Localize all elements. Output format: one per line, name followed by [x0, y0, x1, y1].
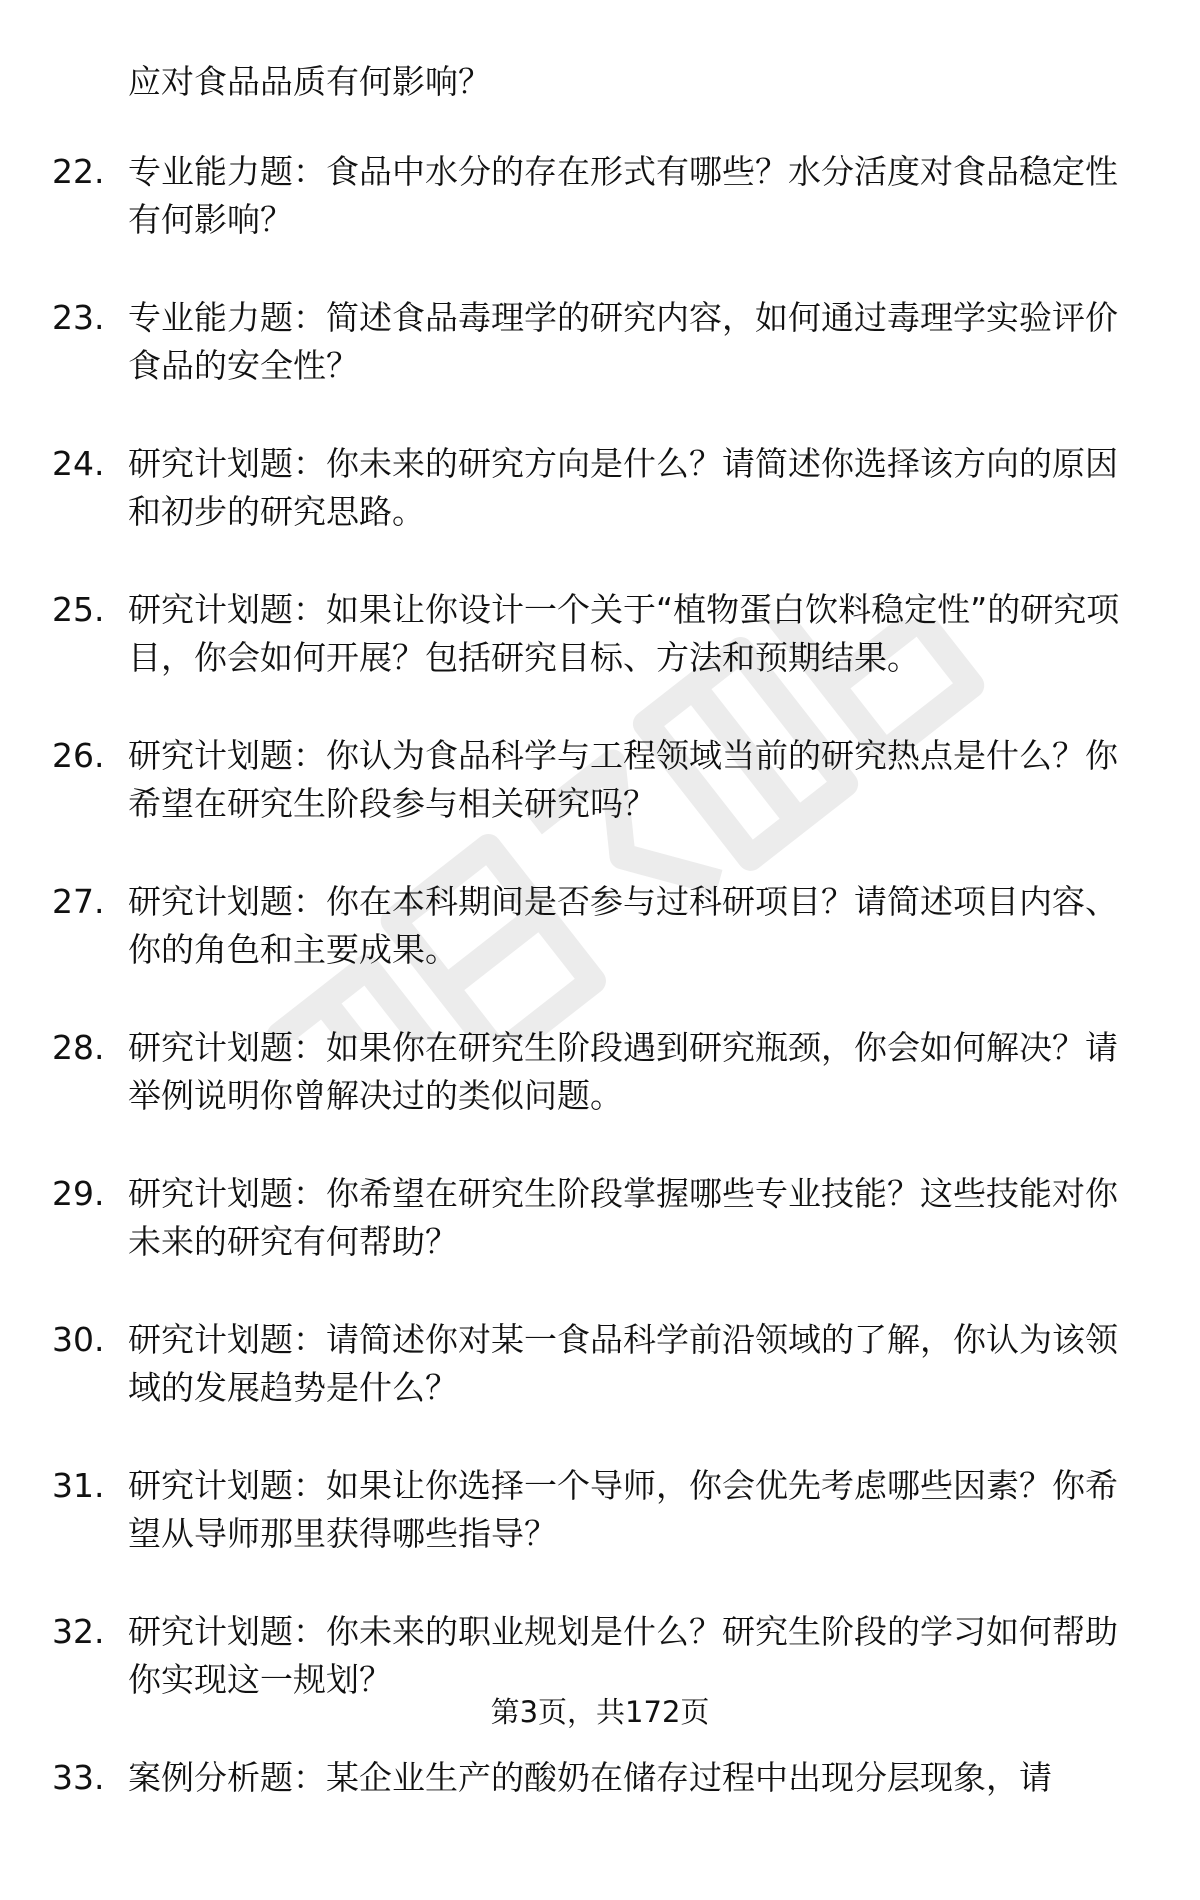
question-item	[0, 1462, 1200, 1608]
question-number: 25.	[52, 590, 105, 629]
question-text: 研究计划题：你在本科期间是否参与过科研项目？请简述项目内容、你的角色和主要成果。	[128, 882, 1118, 969]
page-footer: 第3页，共172页	[490, 1695, 710, 1729]
question-number: 26.	[52, 736, 105, 775]
question-text: 专业能力题：简述食品毒理学的研究内容，如何通过毒理学实验评价食品的安全性？	[128, 298, 1118, 385]
question-item	[0, 1316, 1200, 1462]
question-text: 研究计划题：如果让你选择一个导师，你会优先考虑哪些因素？你希望从导师那里获得哪些指导？	[128, 1466, 1118, 1553]
question-item	[0, 732, 1200, 878]
continuation-text: 应对食品品质有何影响？	[128, 62, 491, 101]
question-number: 32.	[52, 1612, 105, 1651]
question-item	[0, 294, 1200, 440]
question-number: 28.	[52, 1028, 105, 1067]
question-text: 研究计划题：如果你在研究生阶段遇到研究瓶颈，你会如何解决？请举例说明你曾解决过的类似问题。	[128, 1028, 1118, 1115]
question-text: 研究计划题：如果让你设计一个关于“植物蛋白饮料稳定性”的研究项目，你会如何开展？包括研究目标、方法和预期结果。	[128, 590, 1120, 677]
question-number: 30.	[52, 1320, 105, 1359]
question-text: 研究计划题：请简述你对某一食品科学前沿领域的了解，你认为该领域的发展趋势是什么？	[128, 1320, 1118, 1407]
question-item	[0, 440, 1200, 586]
question-item	[0, 148, 1200, 294]
question-number: 29.	[52, 1174, 105, 1213]
question-number: 22.	[52, 152, 105, 191]
question-text: 研究计划题：你认为食品科学与工程领域当前的研究热点是什么？你希望在研究生阶段参与相关研究吗？	[128, 736, 1118, 823]
question-item	[0, 1024, 1200, 1170]
question-text: 案例分析题：某企业生产的酸奶在储存过程中出现分层现象，请	[128, 1758, 1052, 1797]
question-item	[0, 1170, 1200, 1316]
question-number: 33.	[52, 1758, 105, 1797]
question-number: 27.	[52, 882, 105, 921]
question-item	[0, 878, 1200, 1024]
question-text: 研究计划题：你未来的研究方向是什么？请简述你选择该方向的原因和初步的研究思路。	[128, 444, 1118, 531]
question-number: 24.	[52, 444, 105, 483]
question-list	[0, 148, 1200, 1900]
question-item	[0, 586, 1200, 732]
question-text: 专业能力题：食品中水分的存在形式有哪些？水分活度对食品稳定性有何影响？	[128, 152, 1118, 239]
question-text: 研究计划题：你希望在研究生阶段掌握哪些专业技能？这些技能对你未来的研究有何帮助？	[128, 1174, 1118, 1261]
question-item	[0, 1608, 1200, 1754]
question-text: 研究计划题：你未来的职业规划是什么？研究生阶段的学习如何帮助你实现这一规划？	[128, 1612, 1118, 1699]
question-item	[0, 1754, 1200, 1900]
question-number: 23.	[52, 298, 105, 337]
question-number: 31.	[52, 1466, 105, 1505]
